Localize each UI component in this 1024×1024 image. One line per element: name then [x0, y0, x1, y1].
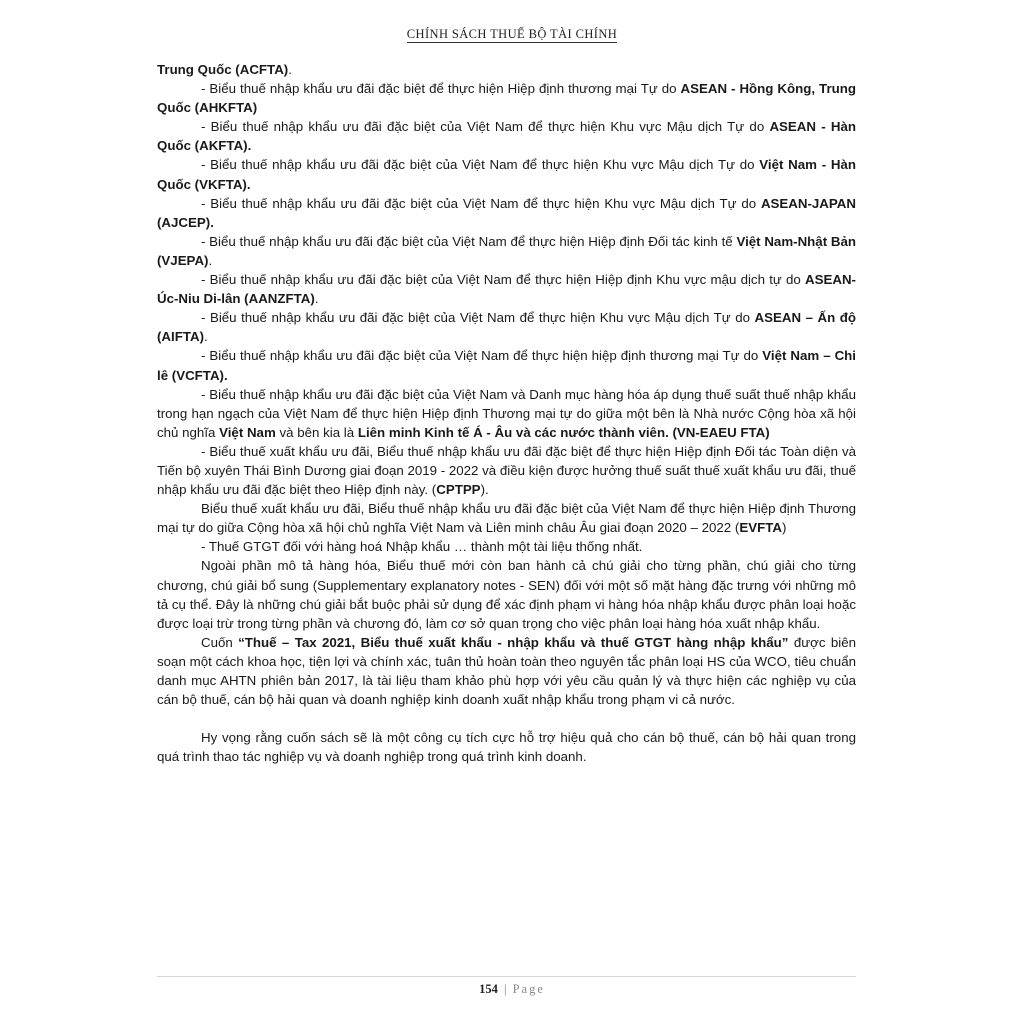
bold-text-run: ASEAN - Hàn Quốc (AKFTA).	[157, 119, 856, 154]
text-run: được biên soạn một cách khoa học, tiện lợi và chính xác, tuân thủ hoàn toàn theo nguyên tắc phân loại HS của WCO, tiêu chuẩn danh mục AHTN phiên bản 2017, là tài liệu tham khảo phù hợp với yêu cầu quản lý và thực hiện các nghiệp vụ của cán bộ thuế, cán bộ hải quan và doanh nghiệp kinh doanh xuất nhập khẩu trong phạm vi cả nước.	[157, 634, 857, 708]
paragraph	[157, 232, 856, 270]
paragraph	[157, 117, 856, 155]
running-header	[0, 27, 1024, 42]
bold-text-run: Việt Nam-Nhật Bản (VJEPA)	[157, 233, 857, 268]
bold-text-run: Việt Nam	[219, 424, 276, 440]
bold-text-run: “Thuế – Tax 2021, Biểu thuế xuất khẩu - nhập khẩu và thuế GTGT hàng nhập khẩu”	[238, 634, 789, 650]
paragraph	[157, 537, 856, 556]
text-run: - Thuế GTGT đối với hàng hoá Nhập khẩu … thành một tài liệu thống nhất.	[201, 539, 643, 555]
text-run: Ngoài phần mô tả hàng hóa, Biểu thuế mới còn ban hành cả chú giải cho từng phần, chú giải cho từng chương, chú giải bổ sung (Supplementary explanatory notes - SEN) đối với một số mặt hàng đặc trưng với những mô tả cụ thể. Đây là những chú giải bắt buộc phải sử dụng để xác định phạm vi hàng hóa nhập khẩu được phân loại hoặc được loại trừ trong từng phần và chương đó, làm cơ sở quan trọng cho việc phân loại hàng hóa xuất nhập khẩu.	[157, 558, 856, 631]
paragraph	[157, 194, 856, 232]
bold-text-run: EVFTA	[739, 520, 782, 536]
paragraph	[157, 346, 856, 384]
text-run: .	[288, 62, 292, 77]
footer-divider	[157, 976, 856, 977]
bold-text-run: ASEAN-JAPAN (AJCEP).	[157, 195, 856, 230]
text-run: .	[208, 252, 213, 268]
text-run: Cuốn	[201, 634, 239, 650]
text-run: .	[314, 291, 319, 307]
paragraph	[157, 155, 856, 193]
footer-separator: |	[503, 982, 507, 996]
paragraph-spacer	[157, 709, 856, 728]
bold-text-run: Liên minh Kinh tế Á - Âu và các nước thành viên. (VN-EAEU FTA)	[357, 424, 770, 440]
text-run: - Biểu thuế nhập khẩu ưu đãi đặc biệt của Việt Nam để thực hiện Khu vực Mậu dịch Tự do	[201, 119, 770, 135]
text-run: - Biểu thuế nhập khẩu ưu đãi đặc biệt của Việt Nam và Danh mục hàng hóa áp dụng thuế suất thuế nhập khẩu trong hạn ngạch của Việt Nam để thực hiện Hiệp định Thương mại tự do giữa một bên là Nhà nước Cộng hòa xã hội chủ nghĩa	[157, 386, 856, 440]
page-number: 154	[479, 982, 498, 996]
page-footer	[0, 982, 1024, 997]
paragraph	[157, 499, 856, 537]
paragraph	[157, 728, 856, 766]
bold-text-run: Việt Nam – Chi lê (VCFTA).	[157, 348, 856, 383]
text-run: .	[204, 329, 208, 345]
text-run: )	[781, 520, 787, 536]
text-run: ).	[480, 482, 489, 498]
footer-page-label: Page	[512, 982, 545, 996]
body-text	[157, 60, 856, 766]
paragraph	[157, 556, 856, 632]
text-run: - Biểu thuế nhập khẩu ưu đãi đặc biệt của Việt Nam để thực hiện Hiệp định Khu vực mậu dịch tự do	[201, 272, 806, 288]
header-title: CHÍNH SÁCH THUẾ BỘ TÀI CHÍNH	[406, 27, 618, 41]
text-run: - Biểu thuế nhập khẩu ưu đãi đặc biệt của Việt Nam để thực hiện Khu vực Mậu dịch Tự do	[201, 195, 761, 211]
paragraph	[157, 633, 856, 709]
paragraph	[157, 385, 856, 442]
bold-text-run: Việt Nam - Hàn Quốc (VKFTA).	[157, 157, 856, 192]
paragraph	[157, 308, 856, 346]
text-run: Hy vọng rằng cuốn sách sẽ là một công cụ tích cực hỗ trợ hiệu quả cho cán bộ thuế, cán bộ hải quan trong quá trình thao tác nghiệp vụ và doanh nghiệp trong quá trình kinh doanh.	[157, 730, 856, 765]
paragraph	[157, 442, 856, 499]
bold-text-run: ASEAN-Úc-Niu Di-lân (AANZFTA)	[157, 272, 856, 307]
paragraph	[157, 60, 856, 79]
text-run: - Biểu thuế nhập khẩu ưu đãi đặc biệt để thực hiện Hiệp định thương mại Tự do	[201, 81, 681, 97]
text-run: và bên kia là	[275, 424, 358, 440]
text-run: - Biểu thuế nhập khẩu ưu đãi đặc biệt của Việt Nam để thực hiện Khu vực Mậu dịch Tự do	[201, 157, 760, 173]
text-run: - Biểu thuế xuất khẩu ưu đãi, Biểu thuế nhập khẩu ưu đãi đặc biệt để thực hiện Hiệp định Đối tác Toàn diện và Tiến bộ xuyên Thái Bình Dương giai đoạn 2019 - 2022 và điều kiện được hưởng thuế suất thuế xuất khẩu ưu đãi, thuế nhập khẩu ưu đãi đặc biệt theo Hiệp định này. (	[157, 443, 856, 498]
bold-text-run: ASEAN - Hồng Kông, Trung Quốc (AHKFTA)	[157, 81, 856, 116]
text-run: Biểu thuế xuất khẩu ưu đãi, Biểu thuế nhập khẩu ưu đãi đặc biệt của Việt Nam để thực hiện Hiệp định Thương mại tự do giữa Cộng hòa xã hội chủ nghĩa Việt Nam và Liên minh châu Âu giai đoạn 2020 – 2022 (	[157, 501, 856, 536]
bold-text-run: CPTPP	[436, 482, 481, 498]
paragraph	[157, 79, 856, 117]
paragraph	[157, 270, 856, 308]
text-run: - Biểu thuế nhập khẩu ưu đãi đặc biệt của Việt Nam để thực hiện Khu vực Mậu dịch Tự do	[201, 310, 755, 326]
text-run: - Biểu thuế nhập khẩu ưu đãi đặc biệt của Việt Nam để thực hiện Hiệp định Đối tác kinh tế	[201, 233, 737, 249]
text-run: - Biểu thuế nhập khẩu ưu đãi đặc biệt của Việt Nam để thực hiện hiệp định thương mại Tự do	[201, 348, 763, 364]
bold-text-run: ASEAN – Ấn độ (AIFTA)	[157, 310, 856, 345]
bold-text-run: Trung Quốc (ACFTA)	[157, 62, 289, 77]
